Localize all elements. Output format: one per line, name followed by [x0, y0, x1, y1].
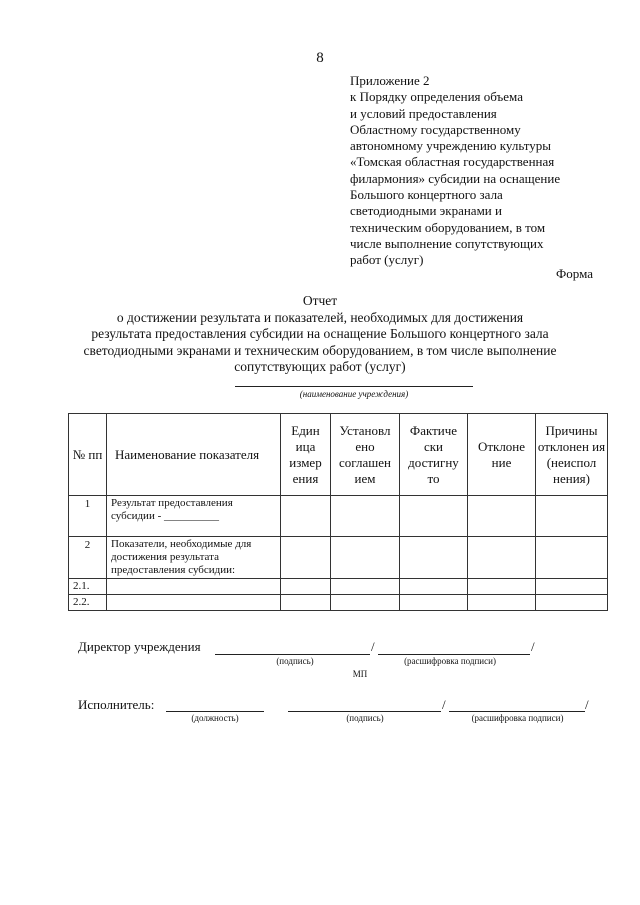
column-header-deviation: Отклоне ние [468, 414, 536, 496]
table-header-row [69, 414, 608, 496]
table-cell[interactable] [281, 579, 331, 595]
column-header-reasons: Причины отклонен ия (неиспол нения) [536, 414, 608, 496]
appendix-line: числе выполнение сопутствующих [350, 235, 544, 251]
table-cell[interactable] [331, 595, 400, 611]
table-cell[interactable] [331, 579, 400, 595]
appendix-line: светодиодными экранами и [350, 203, 502, 219]
table-row [69, 595, 608, 611]
appendix-line: Областному государственному [350, 121, 521, 137]
table-cell[interactable] [331, 496, 400, 537]
row-number: 2.1. [69, 579, 107, 595]
row-indicator-name[interactable] [107, 579, 281, 595]
report-title-line: светодиодными экранами и техническим оборудованием, в том числе выполнение [83, 342, 557, 358]
column-header-number: № пп [69, 414, 107, 496]
appendix-line: «Томская областная государственная [350, 154, 555, 170]
appendix-line: автономному учреждению культуры [350, 138, 551, 154]
executor-signature-caption: (подпись) [346, 713, 384, 723]
director-signature-line[interactable] [215, 654, 370, 655]
organization-name-line[interactable] [235, 386, 473, 387]
table-cell[interactable] [281, 496, 331, 537]
row-indicator-name: Показатели, необходимые для достижения результата предоставления субсидии: [107, 537, 281, 579]
director-decoding-line[interactable] [378, 654, 530, 655]
table-cell[interactable] [536, 579, 608, 595]
slash-separator: / [442, 697, 446, 712]
column-header-established: Установл ено соглашен ием [331, 414, 400, 496]
column-header-unit: Един ица измер ения [281, 414, 331, 496]
executor-decoding-caption: (расшифровка подписи) [471, 713, 564, 723]
table-cell[interactable] [331, 537, 400, 579]
table-cell[interactable] [536, 496, 608, 537]
report-title-line: результата предоставления субсидии на оснащение Большого концертного зала [91, 326, 549, 342]
executor-position-line[interactable] [166, 711, 264, 712]
row-indicator-name: Результат предоставления субсидии - __________ [107, 496, 281, 537]
appendix-line: техническим оборудованием, в том [350, 219, 546, 235]
table-cell[interactable] [468, 496, 536, 537]
appendix-header [350, 73, 600, 269]
slash-separator: / [531, 639, 535, 654]
row-number: 2 [69, 537, 107, 579]
director-decoding-caption: (расшифровка подписи) [404, 656, 496, 666]
table-cell[interactable] [468, 595, 536, 611]
executor-position-caption: (должность) [191, 713, 239, 723]
appendix-line: Большого концертного зала [350, 187, 503, 203]
table-row [69, 537, 608, 579]
page-number: 8 [316, 50, 324, 66]
row-number: 2.2. [69, 595, 107, 611]
executor-label: Исполнитель: [78, 697, 155, 712]
table-cell[interactable] [400, 579, 468, 595]
executor-decoding-line[interactable] [449, 711, 585, 712]
appendix-line: к Порядку определения объема [350, 89, 523, 105]
table-cell[interactable] [536, 595, 608, 611]
appendix-line: работ (услуг) [350, 252, 424, 268]
form-label: Форма [556, 266, 593, 281]
table-row [69, 579, 608, 595]
table-cell[interactable] [281, 595, 331, 611]
director-label: Директор учреждения [78, 639, 201, 654]
report-title-line: сопутствующих работ (услуг) [234, 359, 406, 375]
slash-separator: / [585, 697, 589, 712]
table-row [69, 496, 608, 537]
appendix-line: филармония» субсидии на оснащение [350, 170, 561, 186]
appendix-line: Приложение 2 [350, 73, 430, 88]
executor-signature-line[interactable] [288, 711, 441, 712]
table-cell[interactable] [536, 537, 608, 579]
row-number: 1 [69, 496, 107, 537]
slash-separator: / [371, 639, 375, 654]
table-cell[interactable] [400, 537, 468, 579]
director-signature-caption: (подпись) [276, 656, 314, 666]
table-cell[interactable] [468, 537, 536, 579]
column-header-achieved: Фактиче ски достигну то [400, 414, 468, 496]
appendix-line: и условий предоставления [350, 105, 497, 121]
organization-name-caption: (наименование учреждения) [299, 389, 409, 399]
table-cell[interactable] [468, 579, 536, 595]
table-cell[interactable] [400, 595, 468, 611]
seal-mark: МП [352, 669, 368, 679]
row-indicator-name[interactable] [107, 595, 281, 611]
report-table [68, 413, 608, 611]
report-title [0, 293, 640, 376]
column-header-indicator-name: Наименование показателя [107, 414, 281, 496]
table-cell[interactable] [400, 496, 468, 537]
report-title-line: о достижении результата и показателей, необходимых для достижения [116, 309, 524, 325]
report-title-line: Отчет [302, 293, 338, 308]
table-cell[interactable] [281, 537, 331, 579]
